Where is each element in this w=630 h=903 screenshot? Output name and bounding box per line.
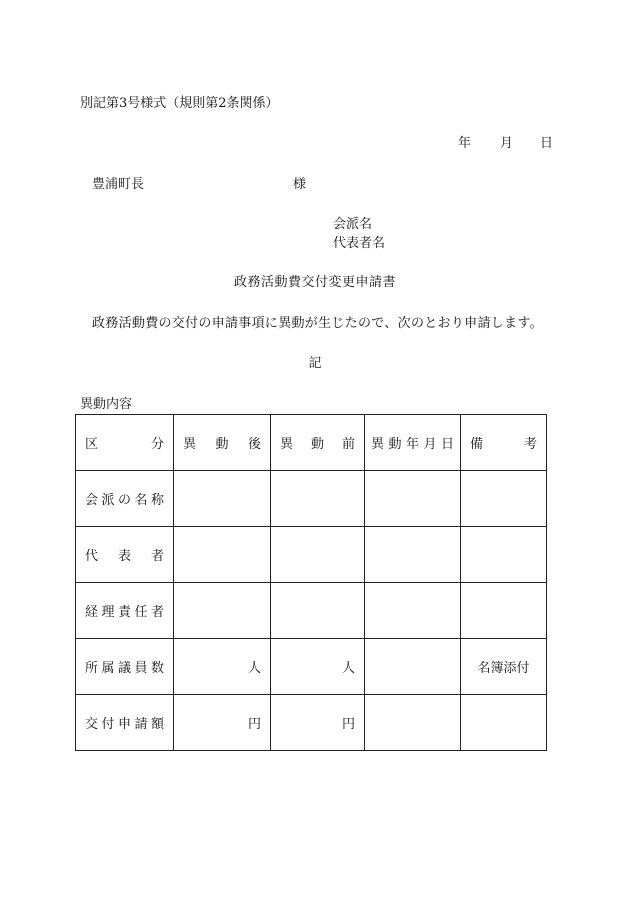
header-category: 区 分 <box>85 437 164 452</box>
addressee-name: 豊浦町長 <box>92 177 145 192</box>
after-cell <box>174 527 271 583</box>
date-day: 日 <box>540 136 554 151</box>
after-cell <box>174 471 271 527</box>
row-label-text: 会 派 の 名 称 <box>85 493 164 508</box>
date-cell <box>365 695 461 751</box>
date-cell <box>365 639 461 695</box>
header-before: 異 動 前 <box>280 437 355 452</box>
after-cell-text: 円 <box>247 717 261 732</box>
note-cell <box>461 639 547 695</box>
header-remarks: 備 考 <box>470 437 537 452</box>
date-cell <box>365 527 461 583</box>
row-label-text: 所 属 議 員 数 <box>85 661 164 676</box>
header-after: 異 動 後 <box>183 437 261 452</box>
form-number: 別記第3号様式（規則第2条関係） <box>80 96 279 111</box>
faction-name-label: 会派名 <box>333 217 373 232</box>
section-label: 異動内容 <box>80 397 133 412</box>
representative-name-label: 代表者名 <box>333 236 386 251</box>
note-cell-text: 名簿添付 <box>477 661 530 676</box>
row-label <box>76 583 174 639</box>
table-header-row <box>76 415 547 471</box>
before-cell <box>271 639 365 695</box>
addressee-honorific: 様 <box>293 177 307 192</box>
before-cell <box>271 583 365 639</box>
table-row <box>76 583 547 639</box>
before-cell <box>271 527 365 583</box>
table-row <box>76 527 547 583</box>
row-label <box>76 527 174 583</box>
header-change-date: 異 動 年 月 日 <box>371 437 454 452</box>
header-cell <box>365 415 461 471</box>
after-cell <box>174 695 271 751</box>
table-row <box>76 471 547 527</box>
after-cell-text: 人 <box>247 661 261 676</box>
date-year: 年 <box>458 136 472 151</box>
row-label-text: 交 付 申 請 額 <box>85 717 164 732</box>
row-label-text: 代 表 者 <box>85 549 164 564</box>
note-cell <box>461 583 547 639</box>
body-text: 政務活動費の交付の申請事項に異動が生じたので、次のとおり申請します。 <box>92 316 543 331</box>
header-cell <box>461 415 547 471</box>
note-cell <box>461 695 547 751</box>
before-cell-text: 人 <box>341 661 355 676</box>
header-cell <box>76 415 174 471</box>
before-cell <box>271 471 365 527</box>
change-table <box>75 414 547 751</box>
table-row <box>76 695 547 751</box>
row-label-text: 経 理 責 任 者 <box>85 605 164 620</box>
row-label <box>76 695 174 751</box>
date-cell <box>365 583 461 639</box>
before-cell <box>271 695 365 751</box>
ki-marker: 記 <box>308 356 322 371</box>
date-line <box>458 137 553 150</box>
note-cell <box>461 471 547 527</box>
row-label <box>76 471 174 527</box>
after-cell <box>174 639 271 695</box>
header-cell <box>174 415 271 471</box>
row-label <box>76 639 174 695</box>
date-cell <box>365 471 461 527</box>
note-cell <box>461 527 547 583</box>
document-title: 政務活動費交付変更申請書 <box>233 275 396 290</box>
date-month: 月 <box>500 136 514 151</box>
after-cell <box>174 583 271 639</box>
table-row <box>76 639 547 695</box>
header-cell <box>271 415 365 471</box>
before-cell-text: 円 <box>341 717 355 732</box>
